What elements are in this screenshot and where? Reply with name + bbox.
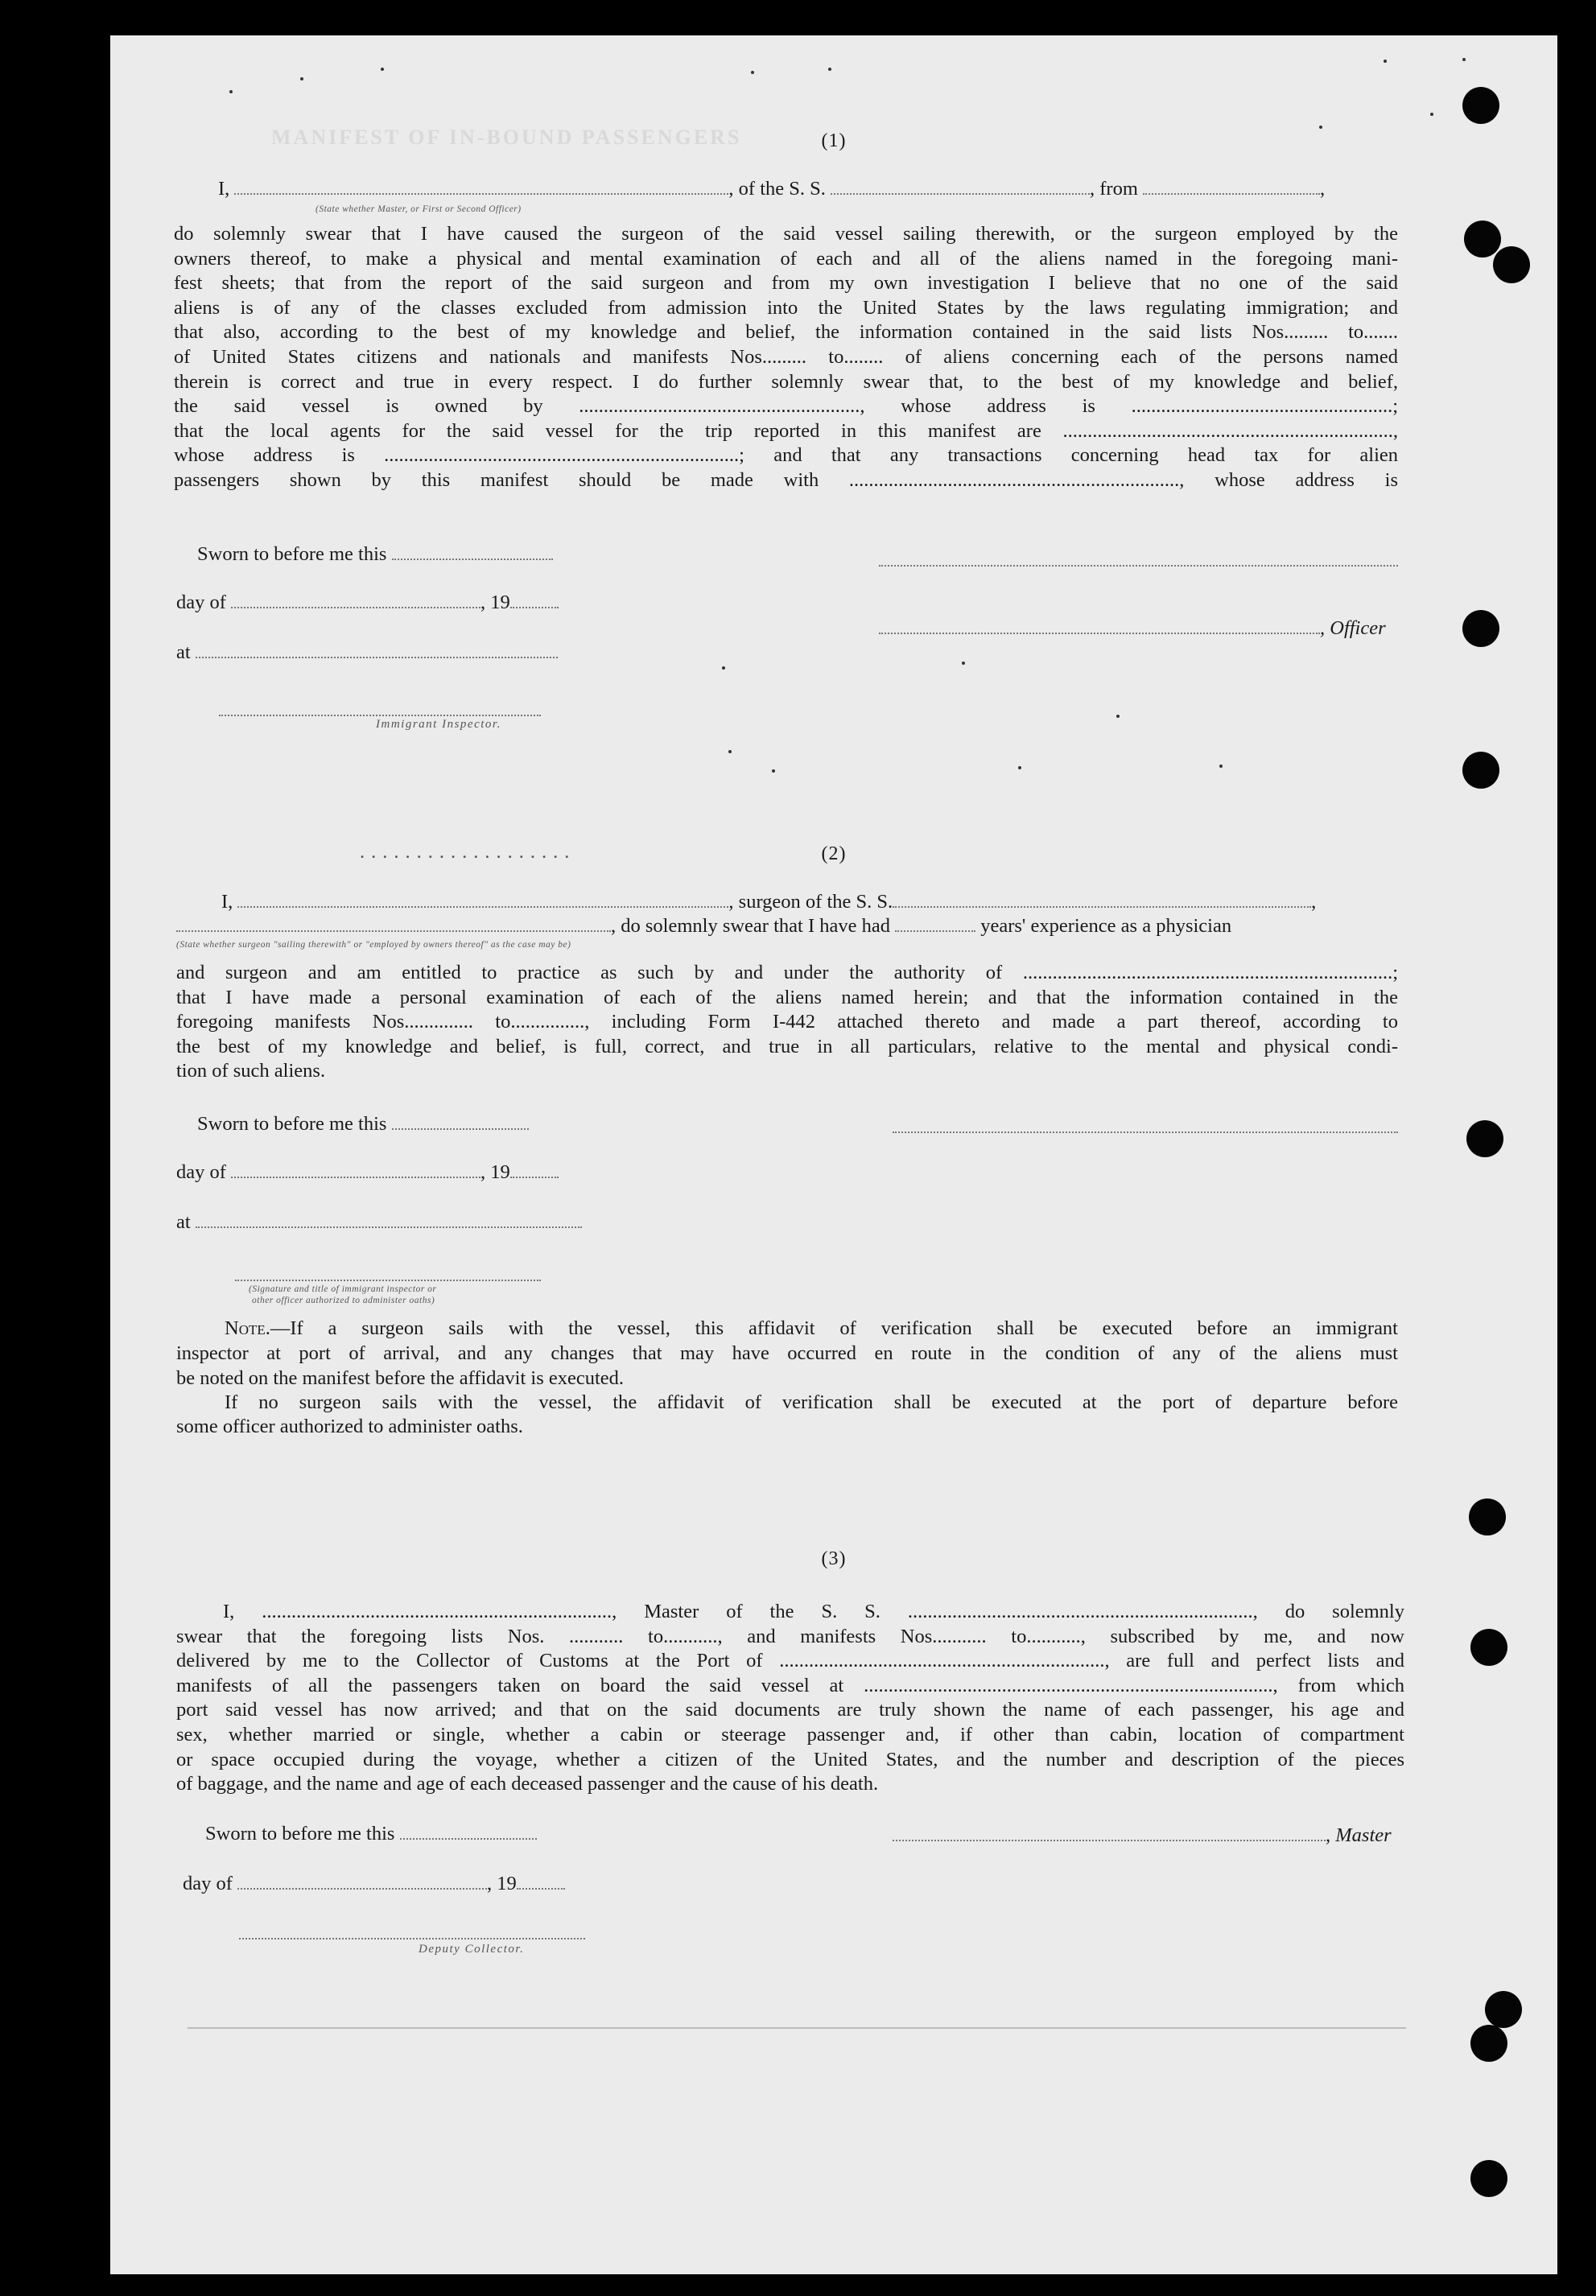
punch-hole (1493, 246, 1530, 283)
punch-hole (1462, 752, 1499, 789)
s3-master-line: , Master (893, 1824, 1392, 1848)
s1-inspector-line (219, 713, 541, 716)
s2-second-line: , do solemnly swear that I have had years' experience as a physician (176, 914, 1231, 938)
s1-inspector-label: Immigrant Inspector. (376, 718, 501, 731)
punch-hole (1470, 2160, 1507, 2197)
speck (381, 68, 384, 71)
s1-officer-line: , Officer (879, 616, 1386, 641)
punch-hole (1466, 1120, 1503, 1157)
speck (1018, 766, 1021, 769)
speck (772, 769, 775, 773)
s3-oath-text: I, ......................................................................., Master of the S. S. ......................................................................, do solemnly swear that the foregoing lists Nos. ........... to..........., and manifests Nos........... to..........., subscribed by me, and now delivered by me to the Collector of Customs at the Port of .................................................................., are full and perfect lists and manifests of all the passengers taken on board the said vessel at ..................................................................................., from which port said vessel has now arrived; and that on the said documents are truly shown the name of each passenger, his age and sex, whether married or single, whether a cabin or steerage passenger and, if other than cabin, location of compartment or space occupied during the voyage, whether a citizen of the United States, and the number and description of the pieces (176, 1601, 1404, 1770)
punch-hole (1462, 87, 1499, 124)
s2-note2-text: If no surgeon sails with the vessel, the affidavit of verification shall be executed at the port of departure before (225, 1391, 1398, 1413)
s2-note2-last: some officer authorized to administer oaths. (176, 1416, 523, 1437)
s1-sworn-line: Sworn to before me this (197, 542, 553, 567)
bleed-through-text: MANIFEST OF IN-BOUND PASSENGERS (271, 126, 742, 149)
s1-oath-text: do solemnly swear that I have caused the surgeon of the said vessel sailing therewith, or the surgeon employed by the owners thereof, to make a physical and mental examination of each and all of the aliens named in the foregoing mani- fest sheets; that from the report of the said surgeon and from my own investigation I believe that no one of the said aliens is of any of the classes excluded from admission into the United States by the laws regulating immigration; and that also, according to the best of my knowledge and belief, the information contained in the said lists Nos......... to....... of United States citizens and nationals and manifests Nos......... to........ of aliens concerning each of the persons named therein is correct and true in every respect. I do further solemnly swear that, to the best of my knowledge and belief, the said vessel is owned by ........................................................., whose address is .....................................................; that the local agents for the said vessel for the trip reported in this manifest are ..................................................................., whose address is ........................................................................; and that any transactions concerning head tax for alien passengers shown by this manifest should be made with ..................................................................., whose address is (174, 223, 1398, 491)
speck (1116, 715, 1120, 718)
punch-hole (1462, 610, 1499, 647)
s2-note-last: be noted on the manifest before the affidavit is executed. (176, 1367, 625, 1389)
s2-inspector-line (235, 1278, 541, 1281)
punch-hole (1469, 1498, 1506, 1535)
s2-hint: (State whether surgeon "sailing therewith" or "employed by owners thereof" as the case may be) (176, 940, 571, 950)
speck (1462, 58, 1466, 61)
punch-hole (1464, 221, 1501, 258)
s2-oath-text: and surgeon and am entitled to practice as such by and under the authority of ...........................................................................; that I have made a personal examination of each of the aliens named herein; and that the information contained in the foregoing manifests Nos.............. to..............., including Form I-442 attached thereto and made a part thereof, according to the best of my knowledge and belief, is full, correct, and true in all particulars, relative to the mental and physical condi- (176, 962, 1398, 1057)
manifest-affidavit-page (110, 35, 1557, 2274)
speck (722, 666, 725, 670)
s2-last-line: tion of such aliens. (176, 1060, 326, 1082)
s1-signature-line (879, 563, 1398, 567)
s2-sig-label-1: (Signature and title of immigrant inspector or (249, 1284, 437, 1294)
s2-first-line: I, , surgeon of the S. S. , (221, 891, 1317, 913)
s3-last-line: of baggage, and the name and age of each deceased passenger and the cause of his death. (176, 1773, 879, 1795)
speck (1384, 60, 1387, 63)
s1-hint: (State whether Master, or First or Second Officer) (315, 204, 522, 214)
speck (962, 662, 965, 665)
bottom-rule (188, 2027, 1406, 2029)
s2-dots: ................... (360, 841, 576, 863)
s1-at-line: at (176, 641, 558, 665)
speck (229, 90, 233, 93)
s3-day-line: day of , 19 (183, 1872, 565, 1896)
punch-hole (1470, 2025, 1507, 2062)
speck (1219, 765, 1223, 768)
s2-at-line: at (176, 1210, 582, 1235)
s1-first-line: I, , of the S. S. , from , (218, 178, 1326, 200)
s2-signature-line (893, 1130, 1398, 1133)
punch-hole (1470, 1629, 1507, 1666)
s3-deputy-line (239, 1936, 585, 1939)
section-3-number: (3) (821, 1548, 847, 1569)
speck (1430, 113, 1433, 116)
speck (728, 750, 732, 753)
section-1-number: (1) (821, 130, 847, 151)
s1-day-line: day of , 19 (176, 591, 559, 615)
s2-sig-label-2: other officer authorized to administer oaths) (252, 1296, 435, 1305)
speck (1319, 126, 1322, 129)
section-2-number: (2) (821, 843, 847, 864)
s2-note-text: Note.—If a surgeon sails with the vessel, this affidavit of verification shall be executed before an immigrant inspector at port of arrival, and any changes that may have occurred en route in the condition of any of the aliens must (176, 1317, 1398, 1364)
punch-hole (1485, 1991, 1522, 2028)
s2-sworn-line: Sworn to before me this (197, 1112, 529, 1136)
speck (828, 68, 831, 71)
s3-deputy-label: Deputy Collector. (419, 1943, 525, 1956)
speck (751, 71, 754, 74)
s3-sworn-line: Sworn to before me this (205, 1822, 537, 1846)
s2-day-line: day of , 19 (176, 1160, 559, 1185)
speck (300, 77, 303, 80)
